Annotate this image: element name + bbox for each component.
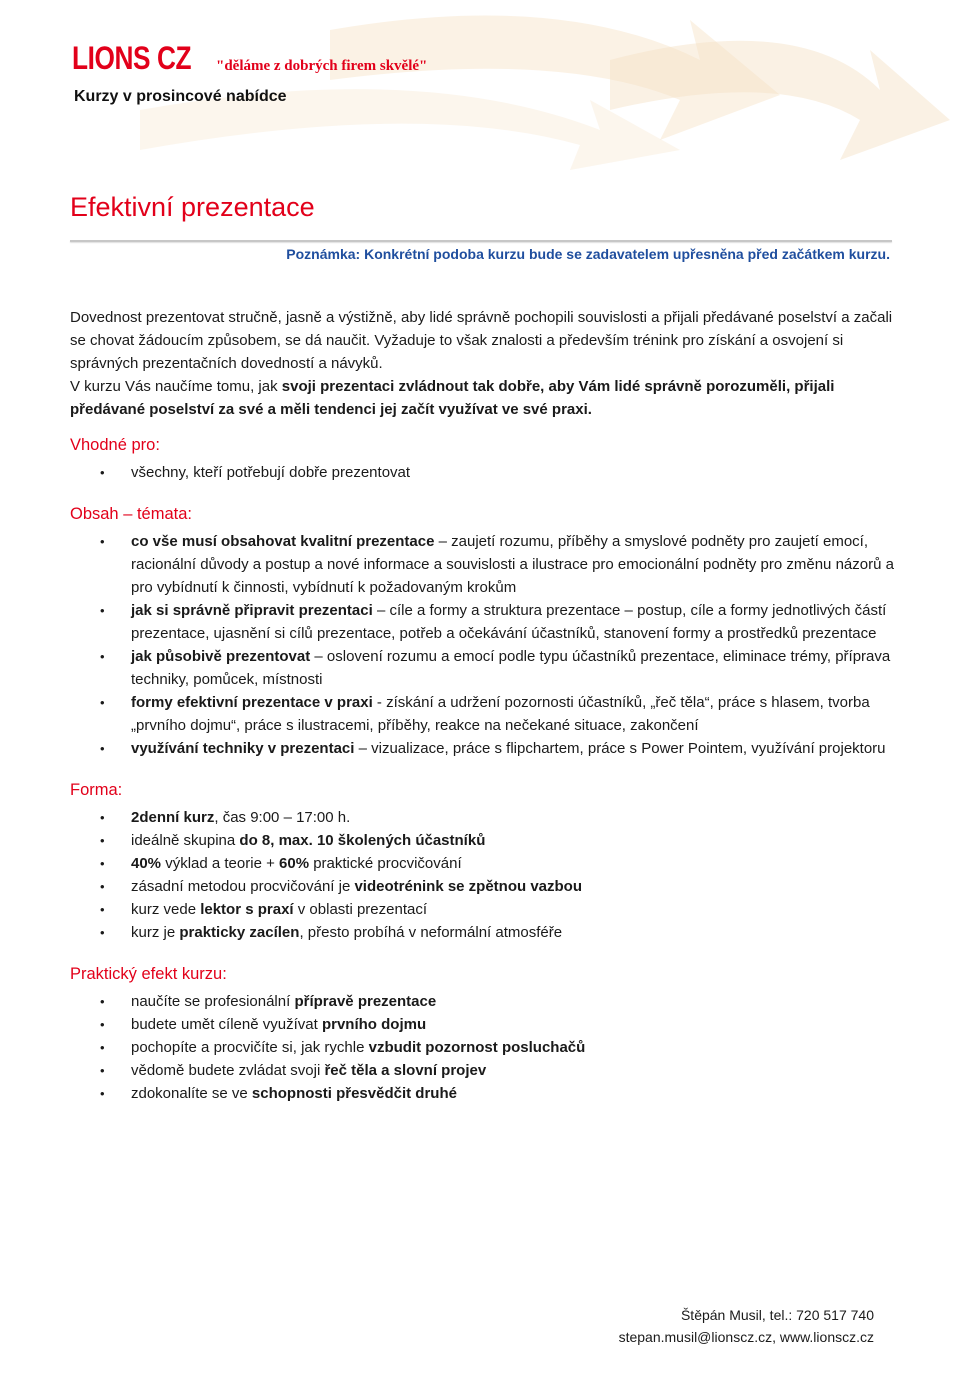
item-topic: co vše musí obsahovat kvalitní prezentace: [131, 533, 435, 550]
item-text: – vizualizace, práce s flipchartem, práce s Power Pointem, využívání projektoru: [354, 740, 886, 757]
section-heading-obsah: Obsah – témata:: [70, 505, 192, 523]
item-text: – zaujetí rozumu, příběhy a smyslové podněty pro zaujetí emocí, racionální důvody a postup a nové informace a souvislosti a ilustrace pro emocionální podněty pro změnu názorů a pro vybídnutí k činnosti, vybídnutí k požadovaným krokům: [131, 533, 894, 596]
list-item: [70, 829, 895, 852]
list-item: [70, 875, 895, 898]
item-text: , čas 9:00 – 17:00 h.: [214, 809, 351, 826]
bullet-icon: •: [100, 649, 105, 664]
list-item: [70, 645, 895, 691]
list-item: [70, 1082, 895, 1105]
section-heading-vhodne: Vhodné pro:: [70, 436, 160, 454]
item-text: pochopíte a procvičíte si, jak rychle: [131, 1039, 369, 1056]
list-item: [70, 691, 895, 737]
slogan: "děláme z dobrých firem skvělé": [216, 58, 428, 74]
bullet-icon: •: [100, 994, 105, 1009]
course-content: [70, 306, 895, 1105]
bullet-icon: •: [100, 1086, 105, 1101]
bullet-icon: •: [100, 603, 105, 618]
item-text: ideálně skupina: [131, 832, 240, 849]
section-efekt: [70, 963, 895, 1105]
item-text: naučíte se profesionální: [131, 993, 295, 1010]
bullet-icon: •: [100, 902, 105, 917]
header-subtitle: Kurzy v prosincové nabídce: [74, 88, 287, 105]
intro-text-1: Dovednost prezentovat stručně, jasně a výstižně, aby lidé správně pochopili souvislosti a přijali předávané poselství a začali se chovat žádoucím způsobem, se dá naučit.: [70, 309, 893, 349]
list-item: [70, 1059, 895, 1082]
list-item: [70, 737, 895, 760]
section-heading-efekt: Praktický efekt kurzu:: [70, 965, 227, 983]
item-text: - získání a udržení pozornosti účastníků, „řeč těla“, práce s hlasem, tvorba „prvního dojmu“, práce s ilustracemi, příběhy, reakce na nečekané situace, zakončení: [131, 694, 870, 734]
bullet-icon: •: [100, 741, 105, 756]
contact-footer: [619, 1304, 874, 1348]
item-text: – oslovení rozumu a emocí podle typu účastníků prezentace, eliminace trémy, příprava techniky, pomůcek, místnosti: [131, 648, 891, 688]
item-text: zdokonalíte se ve: [131, 1085, 252, 1102]
bullet-icon: •: [100, 534, 105, 549]
list-efekt: [70, 990, 895, 1105]
list-vhodne: [70, 461, 895, 484]
list-item: [70, 921, 895, 944]
contact-email-web: stepan.musil@lionscz.cz, www.lionscz.cz: [618, 1329, 874, 1345]
item-bold-text: schopnosti přesvědčit druhé: [251, 1085, 457, 1102]
item-topic: jak působivě prezentovat: [131, 648, 311, 665]
item-bold-text: prakticky zacílen: [179, 924, 300, 941]
bullet-icon: •: [100, 833, 105, 848]
item-text: všechny, kteří potřebují dobře prezentovat: [131, 464, 411, 481]
bullet-icon: •: [100, 1063, 105, 1078]
section-vhodne: [70, 434, 895, 484]
item-text: v oblasti prezentací: [293, 901, 427, 918]
item-bold-text: řeč těla a slovní projev: [324, 1062, 487, 1079]
item-bold-text: lektor s praxí: [200, 901, 294, 918]
item-text: vědomě budete zvládat svoji: [131, 1062, 325, 1079]
item-bold-text: videotrénink se zpětnou vazbou: [354, 878, 583, 895]
header-arrows-decoration: [0, 0, 960, 170]
title-divider: [70, 240, 892, 242]
item-bold-text: do 8, max. 10 školených účastníků: [239, 832, 486, 849]
item-topic: formy efektivní prezentace v praxi: [131, 694, 373, 711]
course-title: Efektivní prezentace: [70, 192, 315, 222]
item-bold-text: prvního dojmu: [321, 1016, 427, 1033]
item-text: – cíle a formy a struktura prezentace – postup, cíle a formy jednotlivých částí prezentace, ujasnění si cílů prezentace, potřeb a očekávání účastníků, stanovení formy a prostředků prezentace: [131, 602, 887, 642]
section-obsah: [70, 503, 895, 760]
item-text: budete umět cíleně využívat: [131, 1016, 322, 1033]
list-item: [70, 1013, 895, 1036]
list-item: [70, 530, 895, 599]
list-item: [70, 898, 895, 921]
list-obsah: [70, 530, 895, 760]
bullet-icon: •: [100, 465, 105, 480]
item-bold-text: vzbudit pozornost posluchačů: [368, 1039, 586, 1056]
item-bold-text: 40%: [131, 855, 162, 872]
list-item: [70, 990, 895, 1013]
item-bold-text: přípravě prezentace: [294, 993, 437, 1010]
bullet-icon: •: [100, 879, 105, 894]
item-text: kurz vede: [131, 901, 201, 918]
list-item: [70, 599, 895, 645]
list-item: [70, 806, 895, 829]
list-forma: [70, 806, 895, 944]
intro-paragraph-2: [70, 375, 895, 421]
item-topic: jak si správně připravit prezentaci: [131, 602, 373, 619]
bullet-icon: •: [100, 1017, 105, 1032]
bullet-icon: •: [100, 810, 105, 825]
intro-text-2a: V kurzu Vás naučíme tomu, jak: [70, 378, 282, 395]
section-forma: [70, 779, 895, 944]
section-heading-forma: Forma:: [70, 781, 123, 799]
intro-text-2b: svoji prezentaci zvládnout tak dobře, aby Vám lidé správně porozuměli, přijali předávané poselství za své a měli tendenci jej začít využívat ve své praxi.: [70, 378, 835, 418]
item-topic: využívání techniky v prezentaci: [131, 740, 355, 757]
item-text: praktické procvičování: [309, 855, 462, 872]
lions-logo: LIONS CZ: [72, 40, 192, 76]
item-bold-text: 60%: [279, 855, 310, 872]
item-text: , přesto probíhá v neformální atmosféře: [299, 924, 563, 941]
intro-paragraph-1: [70, 306, 895, 375]
bullet-icon: •: [100, 1040, 105, 1055]
intro-text-1b: Vyžaduje to však znalosti a především trénink pro získání a osvojení si správných prezentačních dovedností a návyků.: [70, 332, 844, 372]
bullet-icon: •: [100, 925, 105, 940]
item-text: zásadní metodou procvičování je: [131, 878, 355, 895]
item-text: kurz je: [131, 924, 180, 941]
list-item: [70, 461, 895, 484]
list-item: [70, 1036, 895, 1059]
bullet-icon: •: [100, 695, 105, 710]
course-note: Poznámka: Konkrétní podoba kurzu bude se zadavatelem upřesněna před začátkem kurzu.: [286, 246, 890, 262]
item-bold-text: 2denní kurz: [131, 809, 215, 826]
item-text: výklad a teorie +: [161, 855, 280, 872]
bullet-icon: •: [100, 856, 105, 871]
contact-name-phone: Štěpán Musil, tel.: 720 517 740: [680, 1307, 874, 1323]
list-item: [70, 852, 895, 875]
